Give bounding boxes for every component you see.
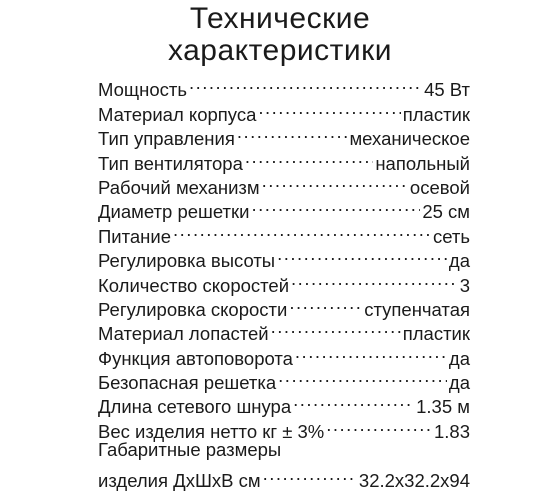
spec-value: сеть [432,225,470,247]
spec-row-dimensions [98,462,470,491]
spec-label: Тип вентилятора [98,152,243,174]
spec-value: 1.35 м [416,396,470,418]
spec-label: Диаметр решетки [98,201,250,223]
spec-value: механическое [349,128,470,150]
spec-value: пластик [402,103,470,125]
spec-label: Количество скоростей [98,274,290,296]
spec-value: 32.2x32.2x94 [358,469,470,491]
spec-value: пластик [402,323,470,345]
page-title-line-1: Технические [189,2,371,35]
spec-label: Тип управления [98,128,235,150]
dot-leader [173,218,431,242]
spec-label: Питание [98,225,172,247]
spec-label: Рабочий механизм [98,176,260,198]
dot-leader [291,267,458,291]
spec-value: 25 см [422,201,470,223]
spec-label: изделия ДхШхВ см [98,469,261,491]
dot-leader [271,316,401,340]
dot-leader [289,292,362,316]
spec-label: Длина сетевого шнура [98,396,292,418]
spec-list [98,72,470,491]
spec-value: да [448,347,470,369]
spec-value: ступенчатая [364,298,470,320]
spec-row-power [98,72,470,101]
spec-label: Вес изделия нетто кг ± 3% [98,420,325,442]
dot-leader [251,194,420,218]
dot-leader [278,365,447,389]
dot-leader [258,96,400,120]
dot-leader [262,170,408,194]
spec-label: Материал корпуса [98,103,257,125]
spec-value: да [448,250,470,272]
spec-label: Функция автоповорота [98,347,293,369]
dot-leader [293,389,414,413]
dot-leader [263,462,357,486]
spec-value: да [448,372,470,394]
page-title-line-2: характеристики [167,34,393,67]
spec-value: 1.83 [433,420,470,442]
dot-leader [189,72,422,96]
dot-leader [295,340,447,364]
spec-value: напольный [375,152,470,174]
spec-label: Мощность [98,79,187,101]
spec-value: осевой [409,176,470,198]
spec-label: Материал лопастей [98,323,269,345]
dot-leader [245,145,373,169]
spec-label: Габаритные размеры [98,438,282,460]
spec-value: 45 Вт [424,79,470,101]
spec-label: Безопасная решетка [98,372,277,394]
spec-value: 3 [459,274,470,296]
dot-leader [326,413,432,437]
dot-leader [277,243,447,267]
spec-label: Регулировка высоты [98,250,276,272]
spec-label: Регулировка скорости [98,298,288,320]
dot-leader [237,121,348,145]
